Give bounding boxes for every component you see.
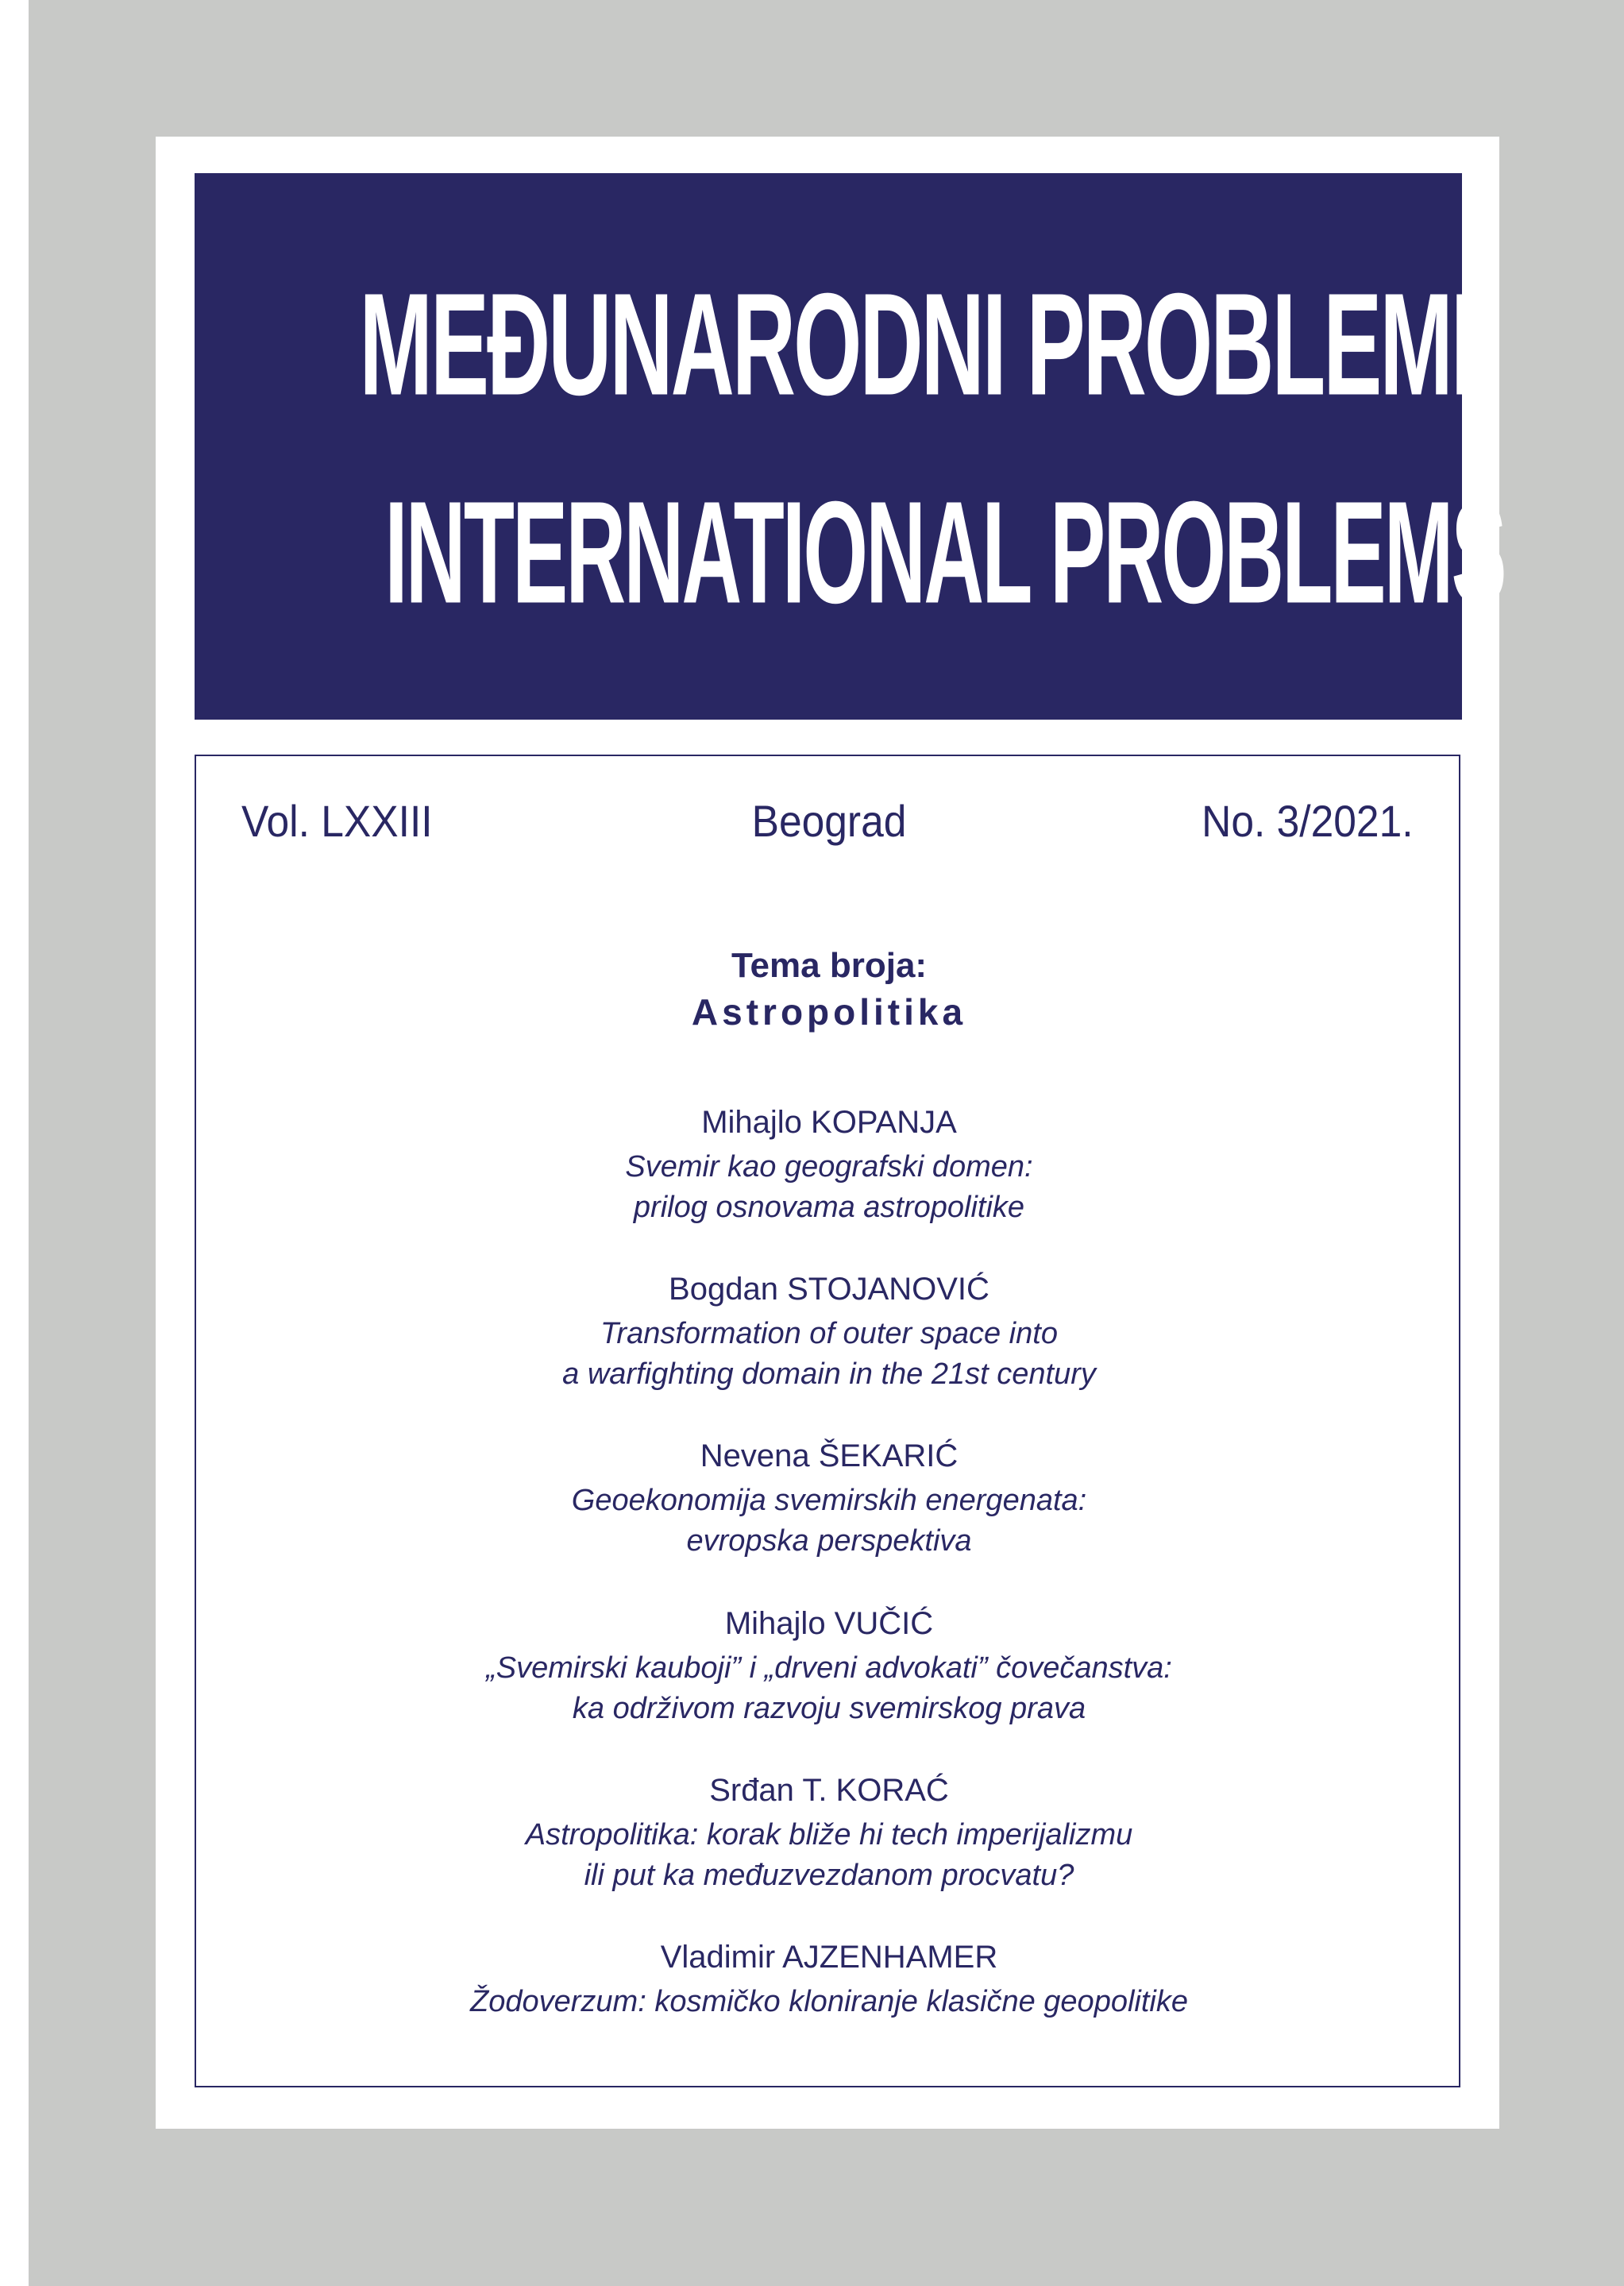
- article-title: „Svemirski kauboji” i „drveni advokati” čovečanstva: ka održivom razvoju svemirskog prava: [486, 1651, 1172, 1725]
- article-entry-5: [196, 1766, 1462, 1896]
- article-author: Bogdan STOJANOVIĆ: [669, 1272, 989, 1307]
- article-title: Astropolitika: korak bliže hi tech imperijalizmu ili put ka međuzvezdanom procvatu?: [525, 1818, 1133, 1892]
- article-title: Geoekonomija svemirskih energenata: evropska perspektiva: [571, 1484, 1087, 1558]
- issue-volume: Vol. LXXIII: [241, 796, 433, 846]
- theme-title: Astropolitika: [691, 991, 967, 1033]
- article-title: Svemir kao geografski domen: prilog osnovama astropolitike: [625, 1150, 1033, 1224]
- article-title: Transformation of outer space into a warfighting domain in the 21st century: [562, 1317, 1096, 1391]
- article-entry-4: [196, 1599, 1462, 1729]
- article-author: Mihajlo KOPANJA: [701, 1105, 957, 1140]
- article-entry-2: [196, 1265, 1462, 1395]
- article-entry-3: [196, 1431, 1462, 1562]
- article-author: Vladimir AJZENHAMER: [660, 1940, 998, 1975]
- article-entry-6: [196, 1933, 1462, 2022]
- article-author: Srđan T. KORAĆ: [709, 1773, 949, 1808]
- journal-title-band: [195, 173, 1505, 720]
- journal-title-english: INTERNATIONAL PROBLEMS: [384, 470, 1505, 634]
- journal-title-serbian: MEĐUNARODNI PROBLEMI: [359, 262, 1473, 426]
- article-author: Mihajlo VUČIĆ: [724, 1606, 934, 1641]
- issue-number: No. 3/2021.: [1202, 796, 1414, 846]
- contents-frame: [195, 755, 1460, 2087]
- article-author: Nevena ŠEKARIĆ: [700, 1438, 959, 1473]
- theme-label: Tema broja:: [731, 946, 928, 985]
- issue-city: Beograd: [751, 796, 907, 846]
- article-title: Žodoverzum: kosmičko kloniranje klasične geopolitike: [470, 1985, 1188, 2018]
- article-entry-1: [196, 1098, 1462, 1228]
